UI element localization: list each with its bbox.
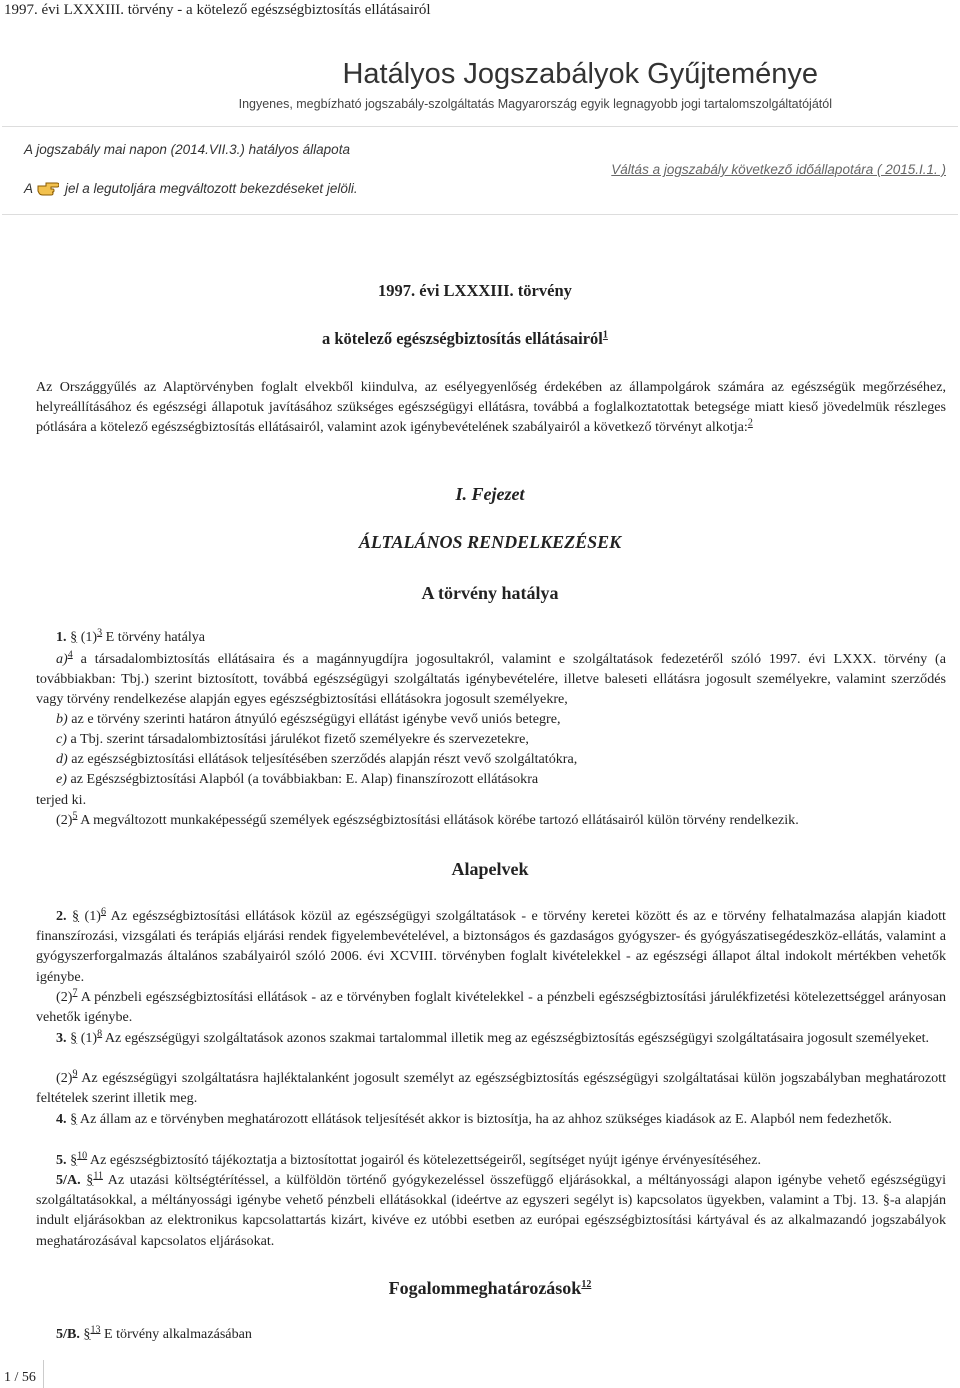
change-legend [24, 180, 358, 196]
footnote-link[interactable]: 3 [97, 627, 103, 639]
footnote-link[interactable]: 7 [72, 987, 78, 999]
section-2-para-1: 2. § (1)$^6$ Az egészségbiztosítási ellátások közül az egészségügyi szolgáltatások - e törvény keretei között és az e törvény felhatalmazása alapján kiadott finanszírozási, vizsgálati és terápiás eljárási rendek figyelembevételével, a biztonságos és gazdaságos gyógyszer- és gyógyászatisegédeszköz-ellátás, valamint a gyógyszerforgalmazás általános szabályairól szóló 2006. évi XCVIII. törvényben foglalt kivételekkel - az egészségi állapot által indokolt mértékben vehetők igénybe. [36, 906, 946, 985]
footnote-link[interactable]: 4 [67, 649, 73, 661]
section-2-para-2: (2)$^7$ A pénzbeli egészségbiztosítási ellátások - az e törvényben foglalt kivételekkel - a pénzbeli egészségbiztosítási járulékfizetési kötelezettséggel arányosan vehetők igénybe. [36, 987, 946, 1026]
footnote-link[interactable]: 1 [602, 329, 608, 341]
preamble: Az Országgyűlés az Alaptörvényben foglalt elvekből kiindulva, az esélyegyenlőség érdekében az állampolgárok számára az egészségük megőrzéséhez, helyreállításához és egészségi állapotuk javításához szükséges egészségügyi ellátásra, továbbá a foglalkoztatottak betegsége miatt kieső jövedelmük részleges pótlására a kötelező egészségbiztosítás ellátásairól, valamint azok igénybevételének szabályairól a következő törvényt alkotja:$^2$ [36, 379, 946, 436]
section-sign[interactable]: § [86, 1172, 94, 1188]
section-5b: 5/B. §$^{13}$ E törvény alkalmazásában [56, 1324, 252, 1342]
validity-status: A jogszabály mai napon (2014.VII.3.) hatályos állapota [24, 142, 350, 157]
law-subtitle: a kötelező egészségbiztosítás ellátásairól$^1$ [322, 329, 608, 348]
next-state-link[interactable]: Váltás a jogszabály következő időállapotára ( 2015.I.1. ) [611, 162, 946, 177]
section-1-point-d: d) az egészségbiztosítási ellátások teljesítésében szerződés alapján részt vevő szolgáltatókra, [56, 751, 578, 767]
section-sign[interactable]: § [70, 1030, 78, 1046]
section-1-closing: terjed ki. [36, 792, 87, 808]
footnote-link[interactable]: 2 [747, 417, 753, 429]
section-sign[interactable]: § [70, 1111, 78, 1127]
chapter-title: ÁLTALÁNOS RENDELKEZÉSEK [358, 532, 622, 552]
footnote-link[interactable]: 11 [93, 1170, 103, 1182]
pointing-hand-icon [37, 180, 59, 196]
site-title: Hatályos Jogszabályok Gyűjteménye [342, 58, 818, 90]
definitions-heading: Fogalommeghatározások$^{12}$ [388, 1278, 592, 1298]
section-1-para-2: (2)$^5$ A megváltozott munkaképességű személyek egészségbiztosítási ellátások körébe tartozó ellátásairól külön törvény rendelkezik. [56, 810, 799, 828]
section-1-para-1: 1. § (1)$^3$ E törvény hatálya [56, 627, 206, 645]
site-subtitle: Ingyenes, megbízható jogszabály-szolgáltatás Magyarország egyik legnagyobb jogi tartalomszolgáltatójától [238, 97, 832, 111]
section-heading: A törvény hatálya [421, 583, 559, 603]
footnote-link[interactable]: 9 [72, 1068, 78, 1080]
footnote-link[interactable]: 13 [90, 1324, 101, 1336]
section-sign[interactable]: § [70, 1152, 78, 1168]
section-sign[interactable]: § [70, 629, 78, 645]
section-4: 4. § Az állam az e törvényben meghatározott ellátások teljesítését akkor is biztosítja, ha az ahhoz szükséges kiadások az E. Alapból nem fedezhetők. [56, 1111, 892, 1127]
header-divider [2, 126, 958, 127]
section-1-point-c: c) a Tbj. szerint társadalombiztosítási járulékot fizető személyekre és szervezetekre, [56, 731, 529, 747]
document-title: 1997. évi LXXXIII. törvény - a kötelező egészségbiztosítás ellátásairól [4, 2, 431, 18]
law-title: 1997. évi LXXXIII. törvény [378, 281, 572, 300]
chapter-number: I. Fejezet [455, 484, 525, 504]
page-number: 1 / 56 [4, 1370, 36, 1385]
footer-divider [43, 1360, 44, 1388]
principles-heading: Alapelvek [451, 859, 529, 879]
section-5a: 5/A. §$^{11}$ Az utazási költségtérítéssel, a külföldön történő gyógykezeléssel összefüggő eljárásokkal, a méltányossági alapon igénybe vehető egészségügyi szolgáltatásokkal, a méltányossági igénybe vehető pénzbeli ellátásokkal (ideértve az egyszeri segélyt is) kapcsolatos ügyekben, valamint a Tbj. 13. §-a alapján indult eljárásokban az elektronikus kapcsolattartás kizárt, kivéve ez utóbbi esetben az európai egészségbiztosítási kártyával és az alkalmazandó jogszabályok meghatározásával kapcsolatos eljárásokat. [36, 1170, 946, 1249]
section-3-para-1: 3. § (1)$^8$ Az egészségügyi szolgáltatások azonos szakmai tartalommal illetik meg az egészségbiztosítás egészségügyi szolgáltatásaira jogosult személyeket. [56, 1028, 930, 1046]
footnote-link[interactable]: 5 [72, 810, 78, 822]
section-1-point-e: e) az Egészségbiztosítási Alapból (a továbbiakban: E. Alap) finanszírozott ellátásokra [56, 771, 539, 787]
state-divider [2, 214, 958, 215]
legend-text: jel a legutoljára megváltozott bekezdéseket jelöli. [65, 180, 358, 196]
footnote-link[interactable]: 12 [581, 1279, 592, 1290]
section-sign[interactable]: § [83, 1326, 91, 1342]
footnote-link[interactable]: 6 [100, 906, 106, 918]
section-3-para-2: (2)$^9$ Az egészségügyi szolgáltatásra hajléktalanként jogosult személyt az egészségbiztosítás egészségügyi szolgáltatásai külön jogszabályban meghatározott feltételek szerint illetik meg. [36, 1068, 946, 1107]
footnote-link[interactable]: 8 [97, 1028, 103, 1040]
section-1-point-b: b) az e törvény szerinti határon átnyúló egészségügyi ellátást igénybe vevő uniós betegre, [56, 711, 561, 727]
footnote-link[interactable]: 10 [77, 1150, 88, 1162]
section-5: 5. §$^{10}$ Az egészségbiztosító tájékoztatja a biztosítottat jogairól és kötelezettségeiről, segítséget nyújt igénye érvényesítéséhez. [56, 1150, 762, 1168]
legend-prefix: A [24, 180, 34, 196]
section-1-point-a: a)$^4$ a társadalombiztosítás ellátásaira és a magánnyugdíjra jogosultakról, valamint e szolgáltatások fedezetéről szóló 1997. évi LXXX. törvény (a továbbiakban: Tbj.) szerint biztosított, továbbá egészségügyi szolgáltatás igénybevételére, illetve baleseti ellátásra jogosult személyekre, valamint szerződés vagy törvény rendelkezése alapján egyes egészségbiztosítási ellátásokra jogosult személyekre, [36, 649, 946, 708]
section-sign[interactable]: § [72, 908, 80, 924]
